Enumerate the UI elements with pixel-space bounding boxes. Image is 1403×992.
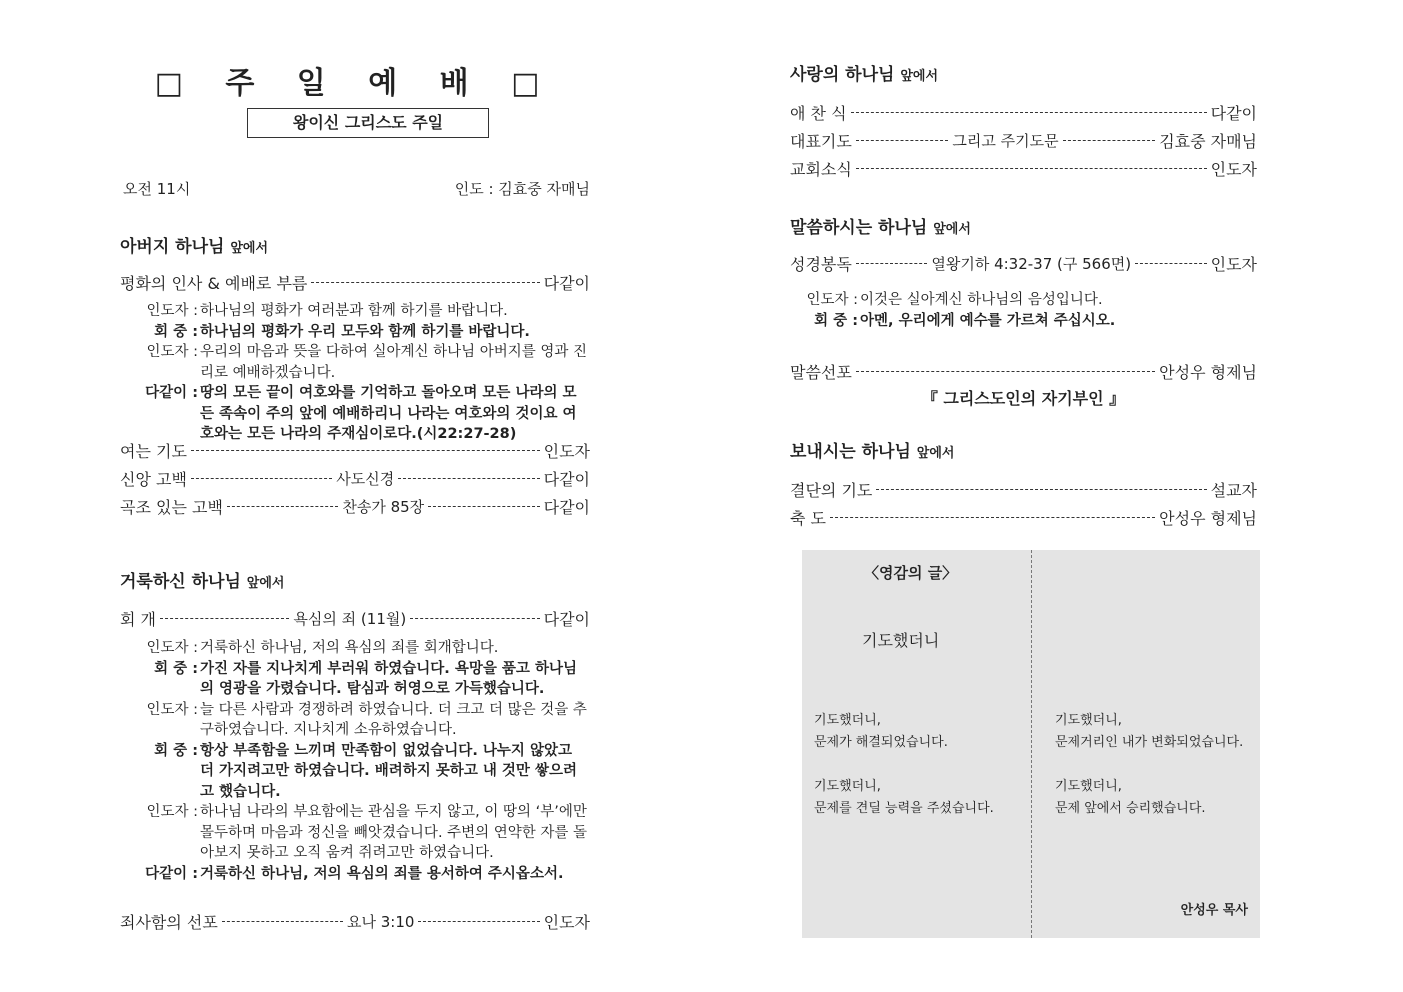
poem-title: 기도했더니 bbox=[862, 631, 940, 650]
litany-text: 거룩하신 하나님, 저의 욕심의 죄를 용서하여 주시옵소서. bbox=[200, 865, 564, 882]
litany-text: 아멘, 우리에게 예수를 가르쳐 주십시오. bbox=[860, 312, 1116, 329]
order-responder: 안성우 형제님 bbox=[1159, 362, 1257, 382]
order-row bbox=[120, 436, 590, 464]
poem-line: 기도했더니, bbox=[814, 779, 881, 794]
section-heading: 아버지 하나님 앞에서 bbox=[120, 237, 269, 257]
poem-line: 기도했더니, bbox=[814, 713, 881, 728]
order-detail: 찬송가 85장 bbox=[342, 497, 425, 516]
order-row bbox=[120, 268, 590, 296]
litany-speaker: 회 중 : bbox=[814, 312, 858, 329]
order-responder: 다같이 bbox=[543, 469, 591, 489]
section-heading: 거룩하신 하나님 앞에서 bbox=[120, 572, 285, 592]
service-leader: 인도 : 김효중 자매님 bbox=[454, 180, 590, 198]
order-responder: 인도자 bbox=[543, 441, 590, 461]
litany-text: 거룩하신 하나님, 저의 욕심의 죄를 회개합니다. bbox=[200, 640, 499, 656]
divider bbox=[1031, 550, 1032, 938]
litany-line bbox=[120, 741, 590, 803]
litany-speaker: 다같이 : bbox=[145, 385, 198, 401]
litany-speaker: 인도자 : bbox=[806, 292, 858, 308]
order-row bbox=[120, 604, 590, 632]
litany-speaker: 다같이 : bbox=[145, 865, 198, 882]
order-row bbox=[790, 475, 1257, 503]
order-item: 교회소식 bbox=[790, 159, 852, 179]
order-item: 성경봉독 bbox=[790, 254, 852, 274]
order-detail: 욕심의 죄 (11월) bbox=[293, 609, 407, 628]
litany-line bbox=[780, 290, 1200, 311]
sermon-title: 『 그리스도인의 자기부인 』 bbox=[921, 389, 1126, 408]
order-responder: 인도자 bbox=[1210, 254, 1257, 274]
page-title: □ 주 일 예 배 □ bbox=[154, 66, 556, 101]
order-item: 신앙 고백 bbox=[120, 469, 187, 489]
order-item: 평화의 인사 & 예배로 부름 bbox=[120, 273, 308, 293]
litany-text: 하나님의 평화가 여러분과 함께 하기를 바랍니다. bbox=[200, 303, 508, 319]
order-item: 말씀선포 bbox=[790, 362, 852, 382]
order-responder: 인도자 bbox=[1210, 159, 1257, 179]
order-responder: 다같이 bbox=[1210, 103, 1257, 123]
litany-line bbox=[120, 802, 590, 864]
litany-text: 늘 다른 사람과 경쟁하려 하였습니다. 더 크고 더 많은 것을 추구하였습니다. 지나치게 소유하였습니다. bbox=[200, 701, 587, 738]
order-item: 결단의 기도 bbox=[790, 480, 873, 500]
litany-line bbox=[120, 700, 590, 741]
poem-author: 안성우 목사 bbox=[1180, 903, 1248, 918]
order-item: 곡조 있는 고백 bbox=[120, 497, 223, 517]
litany-speaker: 인도자 : bbox=[146, 303, 198, 319]
inspiration-box bbox=[802, 550, 1260, 938]
order-detail: 열왕기하 4:32-37 (구 566면) bbox=[931, 254, 1132, 273]
litany-speaker: 인도자 : bbox=[146, 640, 198, 656]
order-detail: 사도신경 bbox=[336, 469, 395, 488]
order-row bbox=[790, 357, 1257, 385]
order-item: 애 찬 식 bbox=[790, 103, 847, 123]
litany-speaker: 인도자 : bbox=[146, 344, 198, 360]
litany-speaker: 회 중 : bbox=[154, 742, 198, 759]
order-item: 죄사함의 선포 bbox=[120, 912, 218, 932]
order-row bbox=[120, 492, 590, 520]
litany-text: 우리의 마음과 뜻을 다하여 실아계신 하나님 아버지를 영과 진리로 예배하겠습니다. bbox=[200, 344, 588, 381]
order-responder: 인도자 bbox=[543, 912, 591, 932]
litany-text: 땅의 모든 끝이 여호와를 기억하고 돌아오며 모든 나라의 모든 족속이 주의 앞에 예배하리니 나라는 여호와의 것이요 여호와는 모든 나라의 주재심이로다.(시22:27-28) bbox=[200, 385, 577, 442]
sunday-subtitle: 왕이신 그리스도 주일 bbox=[247, 108, 489, 138]
litany-line bbox=[120, 322, 590, 343]
inspiration-header: 〈영감의 글〉 bbox=[864, 564, 958, 582]
litany-speaker: 인도자 : bbox=[146, 804, 198, 820]
order-item: 여는 기도 bbox=[120, 441, 187, 461]
poem-line: 기도했더니, bbox=[1055, 779, 1122, 794]
litany-line bbox=[120, 301, 590, 322]
poem-line bbox=[1055, 754, 1243, 776]
litany-speaker: 회 중 : bbox=[154, 660, 198, 677]
poem-line: 기도했더니, bbox=[1055, 713, 1122, 728]
order-row bbox=[790, 126, 1257, 154]
litany-text: 항상 부족함을 느끼며 만족함이 없었습니다. 나누지 않았고 더 가지려고만 하였습니다. 배려하지 못하고 내 것만 쌓으려고 했습니다. bbox=[200, 742, 578, 800]
litany-line bbox=[120, 659, 590, 700]
order-row bbox=[790, 503, 1257, 531]
section-heading: 보내시는 하나님 앞에서 bbox=[790, 442, 955, 462]
litany-text: 하나님의 평화가 우리 모두와 함께 하기를 바랍니다. bbox=[200, 323, 530, 340]
order-row bbox=[790, 154, 1257, 182]
order-item: 축 도 bbox=[790, 508, 826, 528]
order-row bbox=[790, 98, 1257, 126]
poem-line: 문제를 견딜 능력을 주셨습니다. bbox=[814, 801, 994, 816]
litany-speaker: 회 중 : bbox=[154, 323, 198, 340]
order-detail: 요나 3:10 bbox=[347, 912, 415, 931]
service-time: 오전 11시 bbox=[123, 180, 191, 198]
order-responder: 다같이 bbox=[543, 273, 590, 293]
order-responder: 설교자 bbox=[1210, 480, 1257, 500]
litany-text: 이것은 실아계신 하나님의 음성입니다. bbox=[860, 292, 1103, 308]
order-responder: 김효중 자매님 bbox=[1159, 131, 1258, 151]
order-responder: 안성우 형제님 bbox=[1159, 508, 1257, 528]
order-row bbox=[790, 249, 1257, 277]
litany-line bbox=[120, 864, 590, 885]
poem-left bbox=[814, 710, 994, 820]
poem-line bbox=[814, 754, 994, 776]
section-heading: 사랑의 하나님 앞에서 bbox=[790, 65, 939, 85]
poem-right bbox=[1055, 710, 1243, 820]
litany-line bbox=[780, 311, 1200, 332]
litany-text: 가진 자를 지나치게 부러워 하였습니다. 욕망을 품고 하나님의 영광을 가렸습니다. 탐심과 허영으로 가득했습니다. bbox=[200, 660, 578, 697]
section-heading: 말씀하시는 하나님 앞에서 bbox=[790, 218, 971, 238]
order-item: 대표기도 bbox=[790, 131, 852, 151]
order-detail: 그리고 주기도문 bbox=[952, 131, 1059, 150]
order-row bbox=[120, 907, 590, 935]
order-row bbox=[120, 464, 590, 492]
litany-text: 하나님 나라의 부요함에는 관심을 두지 않고, 이 땅의 ‘부’에만 몰두하며 마음과 정신을 빼앗겼습니다. 주변의 연약한 자를 돌아보지 못하고 오직 움켜 쥐려고만 하였습니다. bbox=[200, 804, 588, 861]
poem-line: 문제거리인 내가 변화되었습니다. bbox=[1055, 735, 1244, 750]
order-responder: 다같이 bbox=[543, 497, 590, 517]
litany-line bbox=[120, 638, 590, 659]
poem-line: 문제 앞에서 승리했습니다. bbox=[1055, 801, 1206, 816]
order-responder: 다같이 bbox=[543, 609, 590, 629]
order-item: 회 개 bbox=[120, 609, 156, 629]
litany-line bbox=[120, 342, 590, 383]
poem-line: 문제가 해결되었습니다. bbox=[814, 735, 948, 750]
litany-speaker: 인도자 : bbox=[146, 701, 198, 718]
